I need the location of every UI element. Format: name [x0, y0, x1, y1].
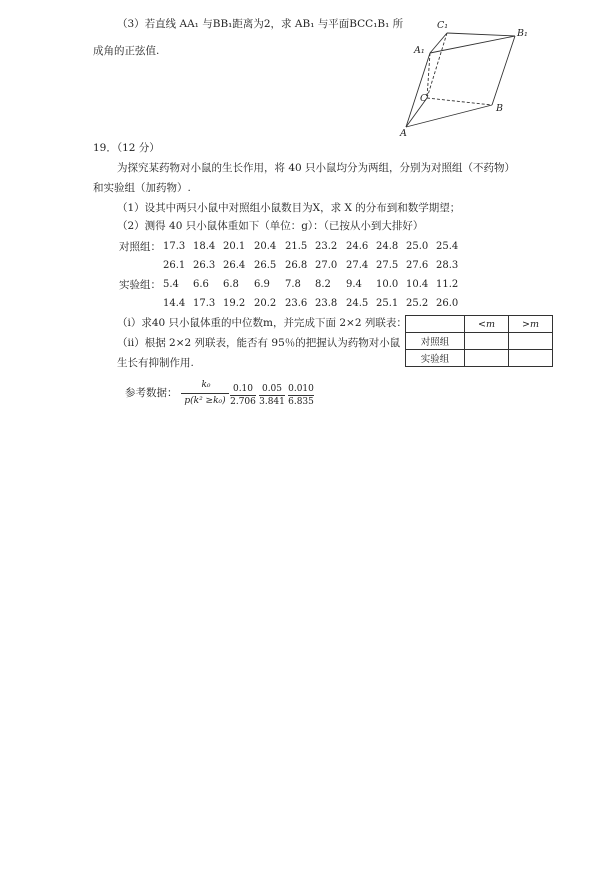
weight-value: 17.3	[163, 241, 186, 252]
ref-k-value-1: 2.706	[230, 397, 256, 407]
weight-value: 24.6	[346, 241, 369, 252]
ref-k-value-2: 3.841	[259, 397, 285, 407]
table-header-lt-m: <m	[465, 316, 509, 333]
table-row	[406, 333, 553, 350]
reference-label: 参考数据：	[125, 387, 178, 399]
q19-part1: （1）设其中两只小鼠中对照组小鼠数目为X，求 X 的分布到和数学期望；	[117, 202, 461, 214]
weight-value: 26.1	[163, 260, 186, 271]
table-header-gt-m: >m	[509, 316, 553, 333]
weight-value: 28.3	[436, 260, 459, 271]
label-c: C	[420, 93, 428, 104]
table-row-label-control: 对照组	[406, 333, 465, 350]
ref-fraction-line	[181, 393, 229, 394]
table-row-label-experiment: 实验组	[406, 350, 465, 367]
weight-value: 18.4	[193, 241, 216, 252]
edge-c1-c-dashed	[427, 33, 447, 98]
weight-value: 25.0	[406, 241, 429, 252]
label-a1: A₁	[414, 45, 425, 56]
table-cell	[465, 333, 509, 350]
q18-part3-line1: （3）若直线 AA₁ 与BB₁距离为2，求 AB₁ 与平面BCC₁B₁ 所	[117, 18, 404, 30]
ref-p-value-3: 0.010	[288, 384, 314, 394]
q19-part2: （2）测得 40 只小鼠体重如下（单位：g）：（已按从小到大排好）	[117, 220, 424, 232]
weight-value: 20.4	[254, 241, 277, 252]
table-header-row	[406, 316, 553, 333]
weight-value: 24.5	[346, 298, 369, 309]
ref-p-label: p(k² ≥k₀)	[184, 396, 226, 406]
edge-c1-b1	[447, 33, 515, 36]
weight-value: 10.0	[376, 279, 399, 290]
experiment-row-1	[0, 278, 613, 292]
weight-value: 6.6	[193, 279, 209, 290]
weight-value: 9.4	[346, 279, 362, 290]
weight-value: 26.4	[223, 260, 246, 271]
q19-intro-line2: 和实验组（加药物）.	[93, 182, 191, 194]
label-a: A	[400, 128, 407, 139]
label-b: B	[496, 103, 503, 114]
weight-value: 25.2	[406, 298, 429, 309]
label-b1: B₁	[517, 28, 528, 39]
table-corner-cell	[406, 316, 465, 333]
weight-value: 26.8	[285, 260, 308, 271]
table-row	[406, 350, 553, 367]
weight-value: 11.2	[436, 279, 459, 290]
weight-value: 14.4	[163, 298, 186, 309]
weight-value: 27.0	[315, 260, 338, 271]
label-c1: C₁	[437, 20, 449, 31]
weight-value: 6.8	[223, 279, 239, 290]
experiment-label: 实验组：	[119, 279, 161, 291]
weight-value: 17.3	[193, 298, 216, 309]
weight-value: 23.6	[285, 298, 308, 309]
table-cell	[509, 350, 553, 367]
control-row-2	[0, 259, 613, 273]
edge-a1-a	[406, 53, 430, 127]
weight-value: 25.4	[436, 241, 459, 252]
weight-value: 20.1	[223, 241, 246, 252]
q19-sub-ii-line2: 生长有抑制作用.	[117, 357, 194, 369]
edge-a-b	[406, 105, 492, 127]
q19-header: 19．（12 分）	[93, 142, 160, 154]
control-row-1	[0, 240, 613, 254]
ref-p-value-1: 0.10	[232, 384, 254, 394]
table-cell	[509, 333, 553, 350]
weight-value: 26.3	[193, 260, 216, 271]
q19-intro-line1: 为探究某药物对小鼠的生长作用，将 40 只小鼠均分为两组，分别为对照组（不药物）	[117, 162, 516, 174]
ref-divider-1	[230, 395, 256, 396]
weight-value: 23.2	[315, 241, 338, 252]
weight-value: 25.1	[376, 298, 399, 309]
ref-k0-label: k₀	[201, 380, 211, 390]
weight-value: 26.0	[436, 298, 459, 309]
weight-value: 6.9	[254, 279, 270, 290]
ref-divider-3	[288, 395, 314, 396]
weight-value: 24.8	[376, 241, 399, 252]
q19-sub-ii-line1: （ii）根据 2×2 列联表，能否有 95％的把握认为药物对小鼠	[117, 337, 401, 349]
control-label: 对照组：	[119, 241, 161, 253]
q19-sub-i: （i）求40 只小鼠体重的中位数m，并完成下面 2×2 列联表：	[117, 317, 407, 329]
weight-value: 23.8	[315, 298, 338, 309]
ref-divider-2	[259, 395, 285, 396]
ref-p-value-2: 0.05	[261, 384, 283, 394]
weight-value: 8.2	[315, 279, 331, 290]
weight-value: 5.4	[163, 279, 179, 290]
weight-value: 26.5	[254, 260, 277, 271]
weight-value: 20.2	[254, 298, 277, 309]
weight-value: 10.4	[406, 279, 429, 290]
weight-value: 27.6	[406, 260, 429, 271]
q18-part3-line2: 成角的正弦值.	[93, 45, 160, 57]
table-cell	[465, 350, 509, 367]
weight-value: 19.2	[223, 298, 246, 309]
ref-k-value-3: 6.835	[288, 397, 314, 407]
weight-value: 21.5	[285, 241, 308, 252]
weight-value: 27.4	[346, 260, 369, 271]
weight-value: 7.8	[285, 279, 301, 290]
contingency-table	[405, 315, 553, 367]
edge-c-b-dashed	[427, 98, 492, 105]
edge-b1-b	[492, 36, 515, 105]
weight-value: 27.5	[376, 260, 399, 271]
experiment-row-2	[0, 297, 613, 311]
